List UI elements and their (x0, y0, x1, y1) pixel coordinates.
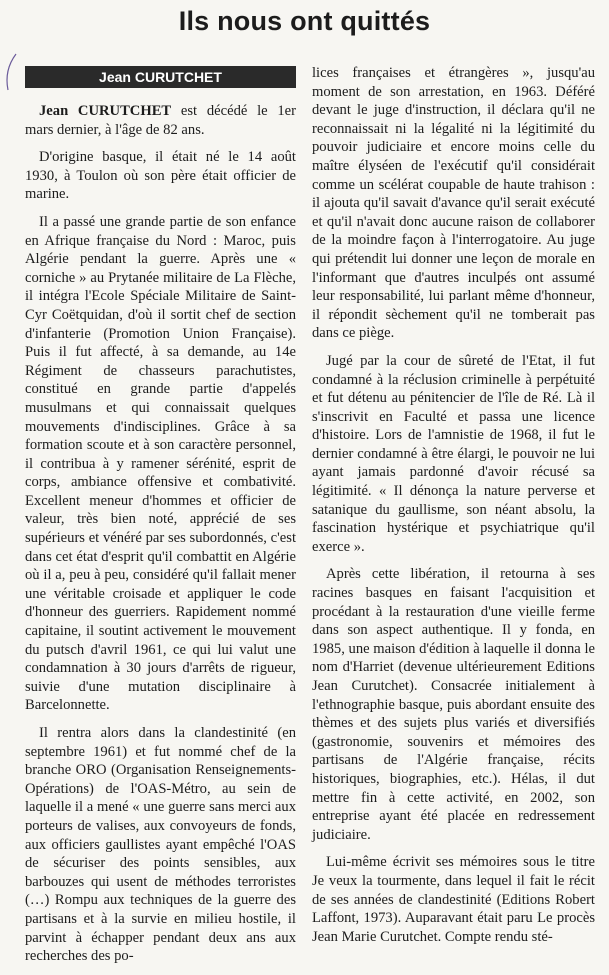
paragraph-trial: Jugé par la cour de sûreté de l'Etat, il fut condamné à la réclusion criminelle à perpétuité et fut détenu au pénitencier de l'île de Ré. Là il s'inscrivit en Faculté et passa une licence d'histoire. Lors de l'amnistie de 1968, il fut le dernier condamné à être élargi, le pouvoir ne lui ayant jamais pardonné d'avoir récusé sa légitimité. « Il dénonça la nature perverse et satanique du gaullisme, son néant absolu, la fascination hystérique et psychiatrique qu'il exerce ». (312, 352, 595, 555)
deceased-name: Jean CURUTCHET (39, 103, 172, 119)
paragraph-intro: Jean CURUTCHET est décédé le 1er mars dernier, à l'âge de 82 ans. (25, 103, 296, 138)
paragraph-origin: D'origine basque, il était né le 14 août 1930, à Toulon où son père était officier de marine. (25, 149, 296, 203)
paragraph-clandestinity: Il rentra alors dans la clandestinité (en septembre 1961) et fut nommé chef de la branche ORO (Organisation Renseignements-Opérations) de l'OAS-Métro, au sein de laquelle il a mené « une guerre sans merci aux porteurs de valises, aux convoyeurs de fonds, aux officiers gaullistes ayant empêché l'OAS de sécuriser des points sensibles, aux barbouzes qui usent de méthodes terroristes (…) Rompu aux techniques de la guerre des partisans et à la survie en milieu hostile, il parvint à échapper pendant deux ans aux recherches des po- (25, 725, 296, 965)
right-column (312, 64, 595, 955)
name-banner: Jean CURUTCHET (25, 66, 296, 88)
paragraph-arrest: lices françaises et étrangères », jusqu'au moment de son arrestation, en 1963. Déféré devant le juge d'instruction, il déclara qu'il ne reconnaissait ni la légalité ni la légitimité du pouvoir judiciaire et encore moins celle du maître élyséen de l'exécutif qu'il considérait comme un scélérat coupable de haute trahison : il ajouta qu'il savait d'avance qu'il serait exécuté et qu'il n'avait donc aucune raison de collaborer de la moindre façon à l'interrogatoire. Au juge qui prétendit lui donner une leçon de morale en l'informant que d'autres inculpés ont assumé leur responsabilité, lui parlant même d'honneur, il répondit sèchement qu'il ne tomberait pas dans ce piège. (312, 65, 595, 342)
paragraph-publishing: Après cette libération, il retourna à ses racines basques en faisant l'acquisition et procédant à la restauration d'une vieille ferme dans son aspect authentique. Il y fonda, en 1985, une maison d'édition à laquelle il donna le nom d'Harriet (devenue ultérieurement Editions Jean Curutchet). Consacrée initialement à l'ethnographie basque, puis abordant ensuite des thèmes et des sujets plus variés et diversifiés (gastronomie, souvenirs et mémoires des partisans de l'Algérie française, récits historiques, biographies, etc.). Hélas, il dut mettre fin à cette activité, en 2002, son entreprise ayant été placée en redressement judiciaire. (312, 566, 595, 843)
paragraph-career: Il a passé une grande partie de son enfance en Afrique française du Nord : Maroc, puis Algérie pendant la guerre. Après une « corniche » au Prytanée militaire de La Flèche, il intégra l'Ecole Spéciale Militaire de Saint-Cyr Coëtquidan, d'où il sortit chef de section d'infanterie (Promotion Union Française). Puis il fut affecté, à sa demande, au 14e Régiment de chasseurs parachutistes, constitué en grande partie d'appelés musulmans et qui connaissait quelques mouvements d'indisciplines. Grâce à sa formation scoute et à son caractère personnel, il contribua à y ramener sérénité, esprit de corps, ambiance offensive et combativité. Excellent meneur d'hommes et officier de valeur, très bien noté, apprécié de ses supérieurs et vénéré par ses subordonnés, c'est dans cet état d'esprit qu'il combattit en Algérie où il a, peu à peu, considéré qu'il fallait mener une véritable croisade et appliquer le code d'honneur des guerriers. Rapidement nommé capitaine, il soutint activement le mouvement du putsch d'avril 1961, ce qui lui valut une condamnation à 30 jours d'arrêts de rigueur, suivie d'une mutation disciplinaire à Barcelonnette. (25, 213, 296, 714)
page-title: Ils nous ont quittés (178, 6, 431, 36)
pen-mark (2, 52, 20, 92)
left-column (25, 66, 296, 975)
paragraph-memoirs: Lui-même écrivit ses mémoires sous le titre Je veux la tourmente, dans lequel il fait le récit de ses années de clandestinité (Editions Robert Laffont, 1973). Auparavant était paru Le procès Jean Marie Curutchet. Compte rendu sté- (312, 854, 595, 945)
